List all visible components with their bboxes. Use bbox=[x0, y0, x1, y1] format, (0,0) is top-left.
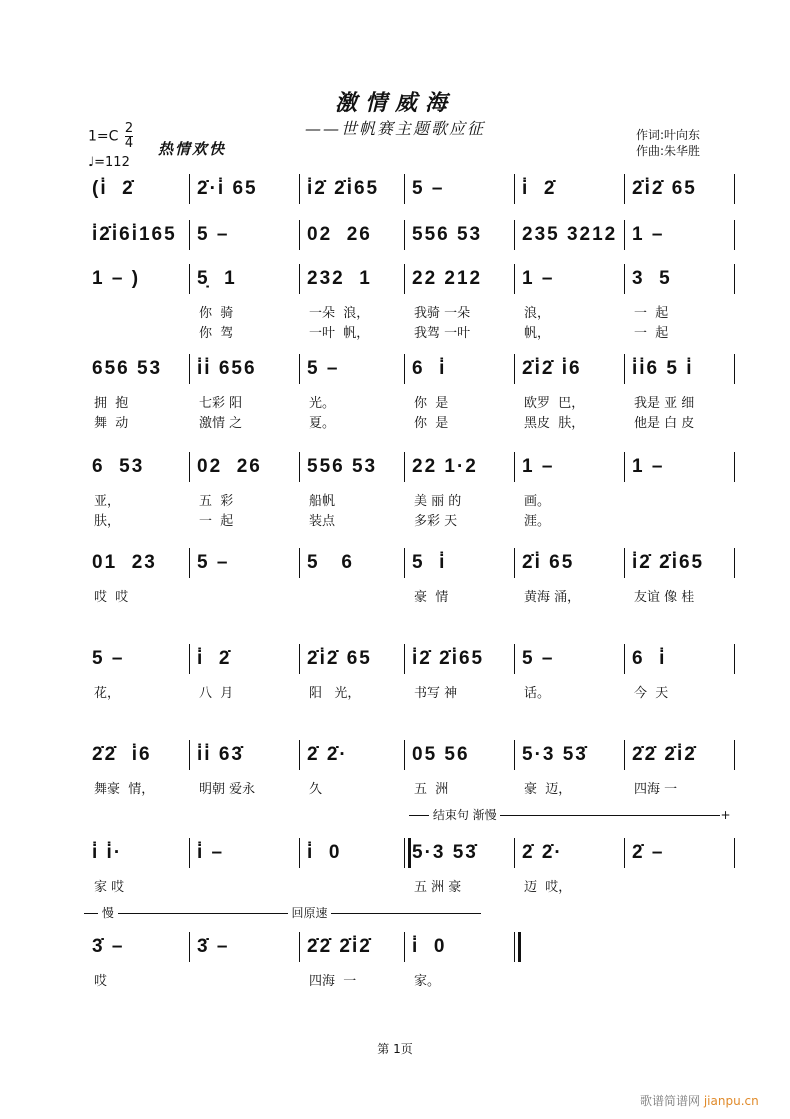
lyric: 一 起 bbox=[634, 306, 669, 321]
notes-row bbox=[84, 836, 744, 876]
measure: 02 26 bbox=[197, 456, 262, 477]
score-system bbox=[84, 218, 744, 258]
measure: 5̣ 1 bbox=[197, 268, 237, 289]
lyric: 家 哎 bbox=[94, 880, 125, 895]
measure: 235 3212 bbox=[522, 224, 618, 245]
lyric: 书写 神 bbox=[414, 686, 458, 701]
barline bbox=[189, 644, 190, 674]
score-system bbox=[84, 930, 744, 990]
lyric: 浪， bbox=[524, 306, 551, 321]
measure: 5·3 53̇ bbox=[522, 744, 588, 765]
measure: 5 – bbox=[307, 358, 340, 379]
lyric: 五 洲 豪 bbox=[414, 880, 462, 895]
measure: 22 212 bbox=[412, 268, 483, 289]
barline bbox=[299, 220, 300, 250]
barline bbox=[514, 644, 515, 674]
barline bbox=[299, 740, 300, 770]
notes-row bbox=[84, 930, 744, 970]
lyric: 亚， bbox=[94, 494, 121, 509]
song-title: 激情威海 bbox=[334, 90, 455, 116]
barline bbox=[299, 354, 300, 384]
measure: 6 i̇ bbox=[632, 648, 667, 669]
measure: 2̇i̇2̇ 65 bbox=[307, 648, 372, 669]
barline bbox=[299, 838, 300, 868]
measure: 05 56 bbox=[412, 744, 470, 765]
barline bbox=[404, 264, 405, 294]
measure: i̇2̇ 2̇i̇65 bbox=[412, 648, 485, 669]
barline bbox=[404, 354, 405, 384]
measure: 2̇i̇2̇ 65 bbox=[632, 178, 697, 199]
page-number: 第 1页 bbox=[377, 1042, 413, 1056]
lyrics-line bbox=[84, 302, 744, 322]
barline bbox=[734, 264, 735, 294]
lyric: 光。 bbox=[309, 396, 336, 411]
measure: 3̇ – bbox=[197, 936, 230, 957]
watermark-site-name: 歌谱简谱网 bbox=[640, 1094, 701, 1108]
barline bbox=[624, 452, 625, 482]
lyric: 我是 亚 细 bbox=[634, 396, 695, 411]
barline bbox=[514, 932, 521, 962]
barline bbox=[189, 354, 190, 384]
score-system bbox=[84, 352, 744, 432]
barline bbox=[734, 644, 735, 674]
lyric: 美 丽 的 bbox=[414, 494, 462, 509]
notes-row bbox=[84, 172, 744, 212]
lyric: 哎 哎 bbox=[94, 590, 129, 605]
lyric: 五 洲 bbox=[414, 782, 449, 797]
score-system bbox=[84, 262, 744, 342]
barline bbox=[624, 644, 625, 674]
lyric: 一 起 bbox=[634, 326, 669, 341]
measure: 1 – bbox=[522, 456, 555, 477]
score-system bbox=[84, 450, 744, 530]
measure: 5 – bbox=[92, 648, 125, 669]
measure: 2̇ 2̇· bbox=[522, 842, 563, 863]
watermark-url: jianpu.cn bbox=[703, 1094, 759, 1108]
barline bbox=[189, 548, 190, 578]
expression-marking: 热情欢快 bbox=[158, 140, 227, 158]
barline bbox=[624, 740, 625, 770]
lyric: 激情 之 bbox=[199, 416, 243, 431]
measure: 2̇2̇ 2̇i̇2̇ bbox=[307, 936, 372, 957]
barline bbox=[189, 838, 190, 868]
barline bbox=[624, 174, 625, 204]
barline bbox=[189, 264, 190, 294]
barline bbox=[514, 740, 515, 770]
lyric: 黄海 涌， bbox=[524, 590, 581, 605]
measure: 6 53 bbox=[92, 456, 145, 477]
lyric: 哎 bbox=[94, 974, 108, 989]
barline bbox=[299, 174, 300, 204]
lyric: 夏。 bbox=[309, 416, 336, 431]
barline bbox=[514, 354, 515, 384]
lyric: 欧罗 巴， bbox=[524, 396, 585, 411]
lyric: 四海 一 bbox=[309, 974, 357, 989]
lyric: 友谊 像 桂 bbox=[634, 590, 695, 605]
barline bbox=[404, 932, 405, 962]
barline bbox=[404, 174, 405, 204]
barline bbox=[299, 932, 300, 962]
barline bbox=[734, 220, 735, 250]
barline bbox=[299, 452, 300, 482]
barline bbox=[734, 174, 735, 204]
lyric: 豪 迈， bbox=[524, 782, 572, 797]
measure: 01 23 bbox=[92, 552, 157, 573]
notes-row bbox=[84, 352, 744, 392]
tempo-marking: ♩=112 bbox=[88, 155, 130, 170]
measure: 2̇2̇ 2̇i̇2̇ bbox=[632, 744, 697, 765]
barline bbox=[404, 838, 411, 868]
barline bbox=[189, 452, 190, 482]
lyrics-line bbox=[84, 682, 744, 702]
measure: 1 – ) bbox=[92, 268, 141, 289]
lyricist: 作词:叶向东 bbox=[636, 128, 701, 142]
lyric: 阳 光， bbox=[309, 686, 361, 701]
lyric: 豪 情 bbox=[414, 590, 449, 605]
a-tempo-label: 回原速 bbox=[291, 906, 328, 920]
score-system bbox=[84, 546, 744, 606]
lyric: 家。 bbox=[414, 974, 441, 989]
measure: 1 – bbox=[632, 224, 665, 245]
lyrics-line bbox=[84, 490, 744, 510]
lyrics-line bbox=[84, 510, 744, 530]
barline bbox=[189, 932, 190, 962]
measure: 5 – bbox=[522, 648, 555, 669]
measure: 2̇ – bbox=[632, 842, 665, 863]
lyric: 画。 bbox=[524, 494, 551, 509]
barline bbox=[189, 174, 190, 204]
barline bbox=[624, 838, 625, 868]
barline bbox=[189, 740, 190, 770]
measure: i̇ 2̇ bbox=[522, 178, 557, 199]
barline bbox=[734, 354, 735, 384]
lyric: 拥 抱 bbox=[94, 396, 129, 411]
barline bbox=[734, 548, 735, 578]
barline bbox=[734, 838, 735, 868]
barline bbox=[514, 264, 515, 294]
barline bbox=[514, 838, 515, 868]
measure: 2̇2̇ i̇6 bbox=[92, 744, 152, 765]
measure: 2̇·i̇ 65 bbox=[197, 178, 258, 199]
song-subtitle: ——世帆赛主题歌应征 bbox=[304, 119, 485, 138]
ritardando-label: 结束句 渐慢 bbox=[432, 808, 497, 822]
barline bbox=[514, 548, 515, 578]
lyric: 今 天 bbox=[634, 686, 669, 701]
measure: 656 53 bbox=[92, 358, 163, 379]
measure: i̇ 0 bbox=[307, 842, 342, 863]
lyric: 你 是 bbox=[414, 396, 449, 411]
measure: i̇ i̇· bbox=[92, 842, 123, 863]
lyric: 肤， bbox=[94, 514, 121, 529]
watermark bbox=[640, 1092, 759, 1109]
notes-row bbox=[84, 642, 744, 682]
lyrics-line bbox=[84, 970, 744, 990]
lyric: 一朵 浪， bbox=[309, 306, 370, 321]
lyric: 帆， bbox=[524, 326, 551, 341]
lyric: 我骑 一朵 bbox=[414, 306, 471, 321]
measure: 22 1·2 bbox=[412, 456, 478, 477]
lyric: 多彩 天 bbox=[414, 514, 458, 529]
measure: i̇ 0 bbox=[412, 936, 447, 957]
slow-label: 慢 bbox=[101, 906, 114, 920]
measure: i̇2̇ 2̇i̇65 bbox=[307, 178, 380, 199]
lyrics-line bbox=[84, 322, 744, 342]
measure: 5 – bbox=[197, 552, 230, 573]
score-system bbox=[84, 642, 744, 702]
measure: 5·3 53̇ bbox=[412, 842, 478, 863]
measure: 556 53 bbox=[307, 456, 378, 477]
lyric: 我驾 一叶 bbox=[414, 326, 471, 341]
measure: (i̇ 2̇ bbox=[92, 178, 135, 199]
time-signature bbox=[125, 122, 133, 151]
measure: i̇i̇ 63̇ bbox=[197, 744, 244, 765]
lyric: 四海 一 bbox=[634, 782, 678, 797]
lyric: 黑皮 肤， bbox=[524, 416, 585, 431]
measure: i̇i̇ 656 bbox=[197, 358, 257, 379]
lyrics-line bbox=[84, 412, 744, 432]
lyric: 明朝 爱永 bbox=[199, 782, 256, 797]
barline bbox=[299, 644, 300, 674]
lyrics-line bbox=[84, 392, 744, 412]
lyrics-line bbox=[84, 778, 744, 798]
score-system bbox=[84, 836, 744, 920]
lyric: 涯。 bbox=[524, 514, 551, 529]
barline bbox=[299, 264, 300, 294]
notes-row bbox=[84, 450, 744, 490]
lyrics-line bbox=[84, 876, 744, 896]
time-numerator: 2 bbox=[124, 121, 134, 136]
measure: 5 i̇ bbox=[412, 552, 447, 573]
measure: 1 – bbox=[522, 268, 555, 289]
measure: 2̇i̇ 65 bbox=[522, 552, 575, 573]
measure: 2̇i̇2̇ i̇6 bbox=[522, 358, 582, 379]
time-denominator: 4 bbox=[124, 136, 134, 151]
barline bbox=[404, 220, 405, 250]
notes-row bbox=[84, 546, 744, 586]
lyric: 装点 bbox=[309, 514, 336, 529]
lyric: 一 起 bbox=[199, 514, 234, 529]
lyric: 你 是 bbox=[414, 416, 449, 431]
barline bbox=[404, 452, 405, 482]
notes-row bbox=[84, 218, 744, 258]
tempo-change-marking: 结束句 渐慢 + bbox=[409, 806, 731, 823]
barline bbox=[734, 740, 735, 770]
barline bbox=[514, 174, 515, 204]
lyric: 话。 bbox=[524, 686, 551, 701]
lyric: 舞 动 bbox=[94, 416, 129, 431]
lyric: 花， bbox=[94, 686, 121, 701]
key-label: 1=C bbox=[88, 128, 119, 145]
measure: 232 1 bbox=[307, 268, 372, 289]
measure: i̇ 2̇ bbox=[197, 648, 232, 669]
measure: 5 – bbox=[197, 224, 230, 245]
lyrics-line bbox=[84, 586, 744, 606]
credits bbox=[636, 127, 700, 159]
measure: i̇i̇6 5 i̇ bbox=[632, 358, 694, 379]
lyric: 迈 哎， bbox=[524, 880, 572, 895]
composer: 作曲:朱华胜 bbox=[636, 144, 701, 158]
lyric: 你 驾 bbox=[199, 326, 234, 341]
measure: 5 – bbox=[412, 178, 445, 199]
lyric: 他是 白 皮 bbox=[634, 416, 695, 431]
barline bbox=[404, 548, 405, 578]
measure: 5 6 bbox=[307, 552, 354, 573]
tempo-change-marking bbox=[84, 904, 481, 921]
barline bbox=[299, 548, 300, 578]
measure: 3 5 bbox=[632, 268, 672, 289]
measure: 3̇ – bbox=[92, 936, 125, 957]
lyric: 五 彩 bbox=[199, 494, 234, 509]
lyric: 你 骑 bbox=[199, 306, 234, 321]
barline bbox=[514, 220, 515, 250]
measure: 556 53 bbox=[412, 224, 483, 245]
barline bbox=[624, 548, 625, 578]
barline bbox=[624, 220, 625, 250]
notes-row bbox=[84, 262, 744, 302]
measure: 1 – bbox=[632, 456, 665, 477]
score-system bbox=[84, 172, 744, 212]
measure: 6 i̇ bbox=[412, 358, 447, 379]
lyric: 八 月 bbox=[199, 686, 234, 701]
lyric: 一叶 帆， bbox=[309, 326, 370, 341]
barline bbox=[624, 354, 625, 384]
measure: i̇ – bbox=[197, 842, 225, 863]
barline bbox=[404, 740, 405, 770]
barline bbox=[734, 452, 735, 482]
lyric: 船帆 bbox=[309, 494, 336, 509]
measure: 2̇ 2̇· bbox=[307, 744, 348, 765]
score-system bbox=[84, 738, 744, 822]
barline bbox=[514, 452, 515, 482]
measure: i̇2̇ 2̇i̇65 bbox=[632, 552, 705, 573]
lyric: 舞豪 情， bbox=[94, 782, 155, 797]
measure: 02 26 bbox=[307, 224, 372, 245]
lyric: 久 bbox=[309, 782, 323, 797]
notes-row bbox=[84, 738, 744, 778]
key-signature bbox=[88, 122, 133, 151]
barline bbox=[189, 220, 190, 250]
measure: i̇2̇i̇6i̇165 bbox=[92, 224, 177, 245]
barline bbox=[404, 644, 405, 674]
barline bbox=[624, 264, 625, 294]
lyric: 七彩 阳 bbox=[199, 396, 243, 411]
